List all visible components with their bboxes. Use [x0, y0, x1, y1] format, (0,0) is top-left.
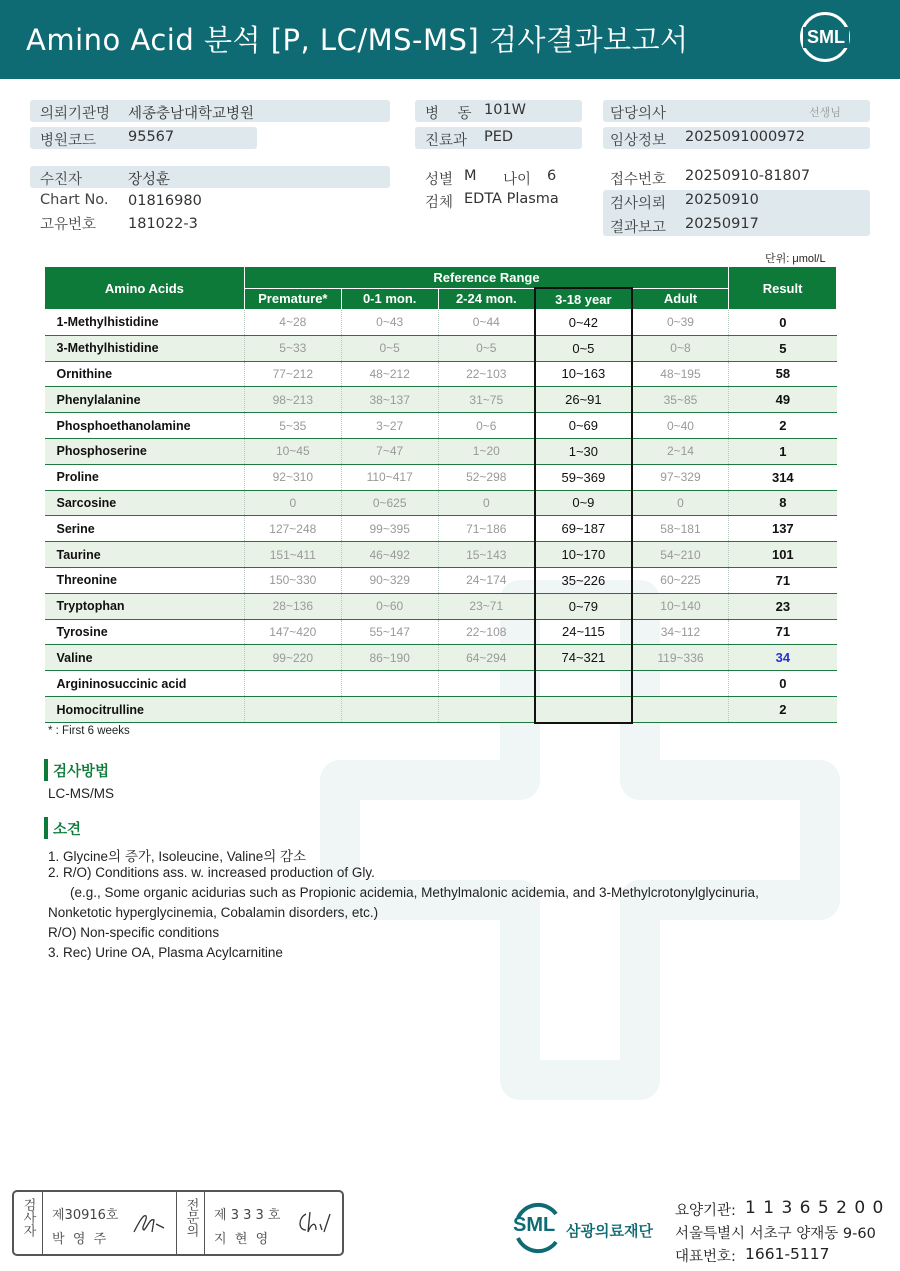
hospital-code-label: 병원코드 — [40, 133, 97, 149]
reference-range-cell: 10~45 — [244, 438, 341, 464]
reference-range-cell — [244, 696, 341, 722]
reference-range-cell: 0~79 — [535, 593, 632, 619]
reference-range-cell: 150~330 — [244, 567, 341, 593]
age-value: 6 — [547, 168, 557, 184]
uid-label: 고유번호 — [40, 217, 97, 233]
amino-acid-name: Proline — [45, 464, 245, 490]
result-value: 137 — [729, 516, 837, 542]
institution-value: 세종충남대학교병원 — [128, 106, 255, 122]
result-value: 5 — [729, 335, 837, 361]
method-text: LC-MS/MS — [48, 786, 115, 801]
reference-range-cell: 5~33 — [244, 335, 341, 361]
opinion-bar — [44, 817, 48, 839]
result-value: 101 — [729, 542, 837, 568]
reference-range-cell: 0~40 — [632, 413, 729, 439]
specialist-label: 전문의 — [183, 1198, 199, 1237]
patient-value: 장성훈 — [128, 172, 171, 188]
reference-range-cell: 0~8 — [632, 335, 729, 361]
reference-range-cell: 0~5 — [438, 335, 535, 361]
table-row — [45, 335, 837, 361]
phone-value: 1661-5117 — [745, 1245, 830, 1263]
amino-acid-name: Homocitrulline — [45, 696, 245, 722]
amino-acid-name: Serine — [45, 516, 245, 542]
table-row — [45, 645, 837, 671]
result-value: 0 — [729, 310, 837, 336]
dept-value: PED — [484, 129, 514, 145]
chart-label: Chart No. — [40, 192, 109, 208]
reference-range-cell: 35~85 — [632, 387, 729, 413]
reference-range-cell: 22~103 — [438, 361, 535, 387]
amino-acid-name: Tyrosine — [45, 619, 245, 645]
footer-address: 서울특별시 서초구 양재동 9-60 — [675, 1226, 876, 1242]
reference-range-cell: 4~28 — [244, 310, 341, 336]
amino-acid-name: 3-Methylhistidine — [45, 335, 245, 361]
amino-acid-name: Phosphoserine — [45, 438, 245, 464]
amino-acid-name: 1-Methylhistidine — [45, 310, 245, 336]
amino-acid-name: Valine — [45, 645, 245, 671]
reference-range-cell — [341, 696, 438, 722]
reference-range-cell: 0~44 — [438, 310, 535, 336]
clinical-label: 임상정보 — [610, 133, 667, 149]
reference-range-cell: 31~75 — [438, 387, 535, 413]
reference-range-cell: 7~47 — [341, 438, 438, 464]
table-row — [45, 413, 837, 439]
sex-label: 성별 — [425, 172, 454, 188]
care-no: 1 1 3 6 5 2 0 0 — [745, 1198, 885, 1218]
method-bar — [44, 759, 48, 781]
amino-acid-name: Threonine — [45, 567, 245, 593]
col-amino-acids: Amino Acids — [45, 267, 245, 310]
institution-label: 의뢰기관명 — [40, 106, 111, 122]
reference-range-cell: 5~35 — [244, 413, 341, 439]
reference-range-cell: 3~27 — [341, 413, 438, 439]
examiner-signature-icon — [132, 1210, 166, 1236]
reference-range-cell: 48~195 — [632, 361, 729, 387]
reference-range-cell: 2~14 — [632, 438, 729, 464]
result-value: 314 — [729, 464, 837, 490]
result-value: 71 — [729, 619, 837, 645]
table-row — [45, 593, 837, 619]
examiner-name: 박 영 주 — [52, 1232, 107, 1247]
reference-range-cell: 58~181 — [632, 516, 729, 542]
table-row — [45, 619, 837, 645]
phone-label: 대표번호: — [675, 1249, 736, 1265]
specialist-no: 제 3 3 3 호 — [214, 1208, 281, 1223]
dept-label: 진료과 — [425, 133, 468, 149]
reference-range-cell: 24~174 — [438, 567, 535, 593]
amino-acid-name: Sarcosine — [45, 490, 245, 516]
amino-acid-name: Argininosuccinic acid — [45, 671, 245, 697]
reference-range-cell: 90~329 — [341, 567, 438, 593]
reference-range-cell: 46~492 — [341, 542, 438, 568]
divider-1 — [42, 1192, 43, 1254]
table-row — [45, 671, 837, 697]
opinion-line-6: 3. Rec) Urine OA, Plasma Acylcarnitine — [48, 945, 283, 960]
reference-range-cell: 69~187 — [535, 516, 632, 542]
ward-label: 병 동 — [425, 106, 472, 122]
reference-range-cell: 48~212 — [341, 361, 438, 387]
shade-patient — [30, 166, 390, 188]
reference-range-cell: 0~5 — [535, 335, 632, 361]
result-value: 2 — [729, 696, 837, 722]
report-label: 결과보고 — [610, 220, 667, 236]
clinical-value: 2025091000972 — [685, 129, 805, 145]
reference-range-cell: 1~20 — [438, 438, 535, 464]
reference-range-cell — [341, 671, 438, 697]
result-value: 49 — [729, 387, 837, 413]
sex-value: M — [464, 168, 477, 184]
reference-range-cell: 52~298 — [438, 464, 535, 490]
receipt-value: 20250910-81807 — [685, 168, 811, 184]
reference-range-cell: 151~411 — [244, 542, 341, 568]
table-row — [45, 696, 837, 722]
reference-range-cell: 119~336 — [632, 645, 729, 671]
request-label: 검사의뢰 — [610, 196, 667, 212]
receipt-label: 접수번호 — [610, 172, 667, 188]
opinion-title: 소견 — [53, 822, 82, 838]
reference-range-cell: 0~60 — [341, 593, 438, 619]
result-value: 2 — [729, 413, 837, 439]
reference-range-cell: 0~42 — [535, 310, 632, 336]
reference-range-cell: 0~43 — [341, 310, 438, 336]
examiner-label: 검사자 — [20, 1198, 36, 1237]
doctor-label: 담당의사 — [610, 106, 667, 122]
hospital-code-value: 95567 — [128, 129, 175, 145]
col-0-1-mon: 0-1 mon. — [341, 288, 438, 310]
amino-acid-table — [44, 266, 837, 724]
reference-range-cell: 92~310 — [244, 464, 341, 490]
patient-label: 수진자 — [40, 172, 83, 188]
col-reference-range: Reference Range — [244, 267, 728, 289]
care-label: 요양기관: — [675, 1203, 736, 1219]
col-adult: Adult — [632, 288, 729, 310]
method-title: 검사방법 — [53, 764, 110, 780]
col-premature: Premature* — [244, 288, 341, 310]
reference-range-cell: 74~321 — [535, 645, 632, 671]
reference-range-cell: 0 — [438, 490, 535, 516]
reference-range-cell: 55~147 — [341, 619, 438, 645]
reference-range-cell: 110~417 — [341, 464, 438, 490]
footnote: * : First 6 weeks — [48, 725, 130, 737]
divider-3 — [204, 1192, 205, 1254]
reference-range-cell: 10~170 — [535, 542, 632, 568]
amino-acid-name: Ornithine — [45, 361, 245, 387]
reference-range-cell: 10~163 — [535, 361, 632, 387]
opinion-line-2: 2. R/O) Conditions ass. w. increased production of Gly. — [48, 865, 375, 880]
reference-range-cell: 24~115 — [535, 619, 632, 645]
reference-range-cell: 22~108 — [438, 619, 535, 645]
uid-value: 181022-3 — [128, 216, 198, 232]
table-row — [45, 567, 837, 593]
reference-range-cell: 26~91 — [535, 387, 632, 413]
reference-range-cell: 38~137 — [341, 387, 438, 413]
table-row — [45, 542, 837, 568]
reference-range-cell — [632, 696, 729, 722]
reference-range-cell: 54~210 — [632, 542, 729, 568]
chart-value: 01816980 — [128, 193, 202, 209]
reference-range-cell: 127~248 — [244, 516, 341, 542]
reference-range-cell: 0~69 — [535, 413, 632, 439]
specimen-label: 검체 — [425, 195, 454, 211]
col-result: Result — [729, 267, 837, 310]
table-row — [45, 438, 837, 464]
specimen-value: EDTA Plasma — [464, 191, 559, 207]
reference-range-cell: 28~136 — [244, 593, 341, 619]
reference-range-cell: 59~369 — [535, 464, 632, 490]
report-title: Amino Acid 분석 [P, LC/MS-MS] 검사결과보고서 — [26, 23, 689, 57]
result-value: 58 — [729, 361, 837, 387]
report-header — [0, 0, 900, 79]
reference-range-cell: 98~213 — [244, 387, 341, 413]
table-row — [45, 490, 837, 516]
reference-range-cell: 147~420 — [244, 619, 341, 645]
divider-2 — [176, 1192, 177, 1254]
request-value: 20250910 — [685, 192, 759, 208]
reference-range-cell: 99~220 — [244, 645, 341, 671]
table-row — [45, 310, 837, 336]
reference-range-cell: 0 — [244, 490, 341, 516]
reference-range-cell: 23~71 — [438, 593, 535, 619]
footer-logo-name: 삼광의료재단 — [566, 1222, 653, 1240]
table-row — [45, 361, 837, 387]
reference-range-cell: 1~30 — [535, 438, 632, 464]
table-row — [45, 464, 837, 490]
amino-acid-name: Tryptophan — [45, 593, 245, 619]
reference-range-cell: 86~190 — [341, 645, 438, 671]
result-value: 0 — [729, 671, 837, 697]
col-3-18-year: 3-18 year — [535, 288, 632, 310]
reference-range-cell: 0 — [632, 490, 729, 516]
reference-range-cell: 71~186 — [438, 516, 535, 542]
reference-range-cell: 34~112 — [632, 619, 729, 645]
reference-range-cell — [244, 671, 341, 697]
reference-range-cell — [438, 671, 535, 697]
result-value: 1 — [729, 438, 837, 464]
reference-range-cell: 60~225 — [632, 567, 729, 593]
reference-range-cell: 15~143 — [438, 542, 535, 568]
result-value: 8 — [729, 490, 837, 516]
opinion-line-3: (e.g., Some organic acidurias such as Propionic acidemia, Methylmalonic acidemia, and 3-Methylcrotonylglycinuria, — [70, 885, 759, 900]
doctor-suffix: 선생님 — [809, 106, 841, 119]
reference-range-cell: 0~9 — [535, 490, 632, 516]
result-value: 71 — [729, 567, 837, 593]
reference-range-cell: 35~226 — [535, 567, 632, 593]
reference-range-cell: 99~395 — [341, 516, 438, 542]
result-value: 34 — [729, 645, 837, 671]
opinion-line-5: R/O) Non-specific conditions — [48, 925, 220, 940]
age-label: 나이 — [503, 172, 532, 188]
reference-range-cell: 10~140 — [632, 593, 729, 619]
specialist-signature-icon — [296, 1208, 336, 1236]
amino-acid-name: Phosphoethanolamine — [45, 413, 245, 439]
report-value: 20250917 — [685, 216, 759, 232]
ward-value: 101W — [484, 102, 527, 118]
specialist-name: 지 현 영 — [214, 1232, 269, 1247]
reference-range-cell: 0~6 — [438, 413, 535, 439]
reference-range-cell: 64~294 — [438, 645, 535, 671]
footer-logo-sml: SML — [513, 1214, 556, 1236]
reference-range-cell — [632, 671, 729, 697]
reference-range-cell — [535, 671, 632, 697]
table-row — [45, 387, 837, 413]
amino-acid-name: Phenylalanine — [45, 387, 245, 413]
reference-range-cell: 77~212 — [244, 361, 341, 387]
signature-box — [12, 1190, 344, 1256]
table-row — [45, 516, 837, 542]
opinion-line-1: 1. Glycine의 증가, Isoleucine, Valine의 감소 — [48, 849, 307, 864]
amino-acid-name: Taurine — [45, 542, 245, 568]
unit-label: 단위: μmol/L — [765, 253, 826, 265]
opinion-line-4: Nonketotic hyperglycinemia, Cobalamin disorders, etc.) — [48, 905, 379, 920]
reference-range-cell: 0~5 — [341, 335, 438, 361]
reference-range-cell — [535, 696, 632, 722]
col-2-24-mon: 2-24 mon. — [438, 288, 535, 310]
sml-logo-text: SML — [803, 27, 849, 48]
reference-range-cell: 0~39 — [632, 310, 729, 336]
examiner-no: 제30916호 — [52, 1208, 119, 1223]
reference-range-cell — [438, 696, 535, 722]
result-value: 23 — [729, 593, 837, 619]
reference-range-cell: 0~625 — [341, 490, 438, 516]
reference-range-cell: 97~329 — [632, 464, 729, 490]
